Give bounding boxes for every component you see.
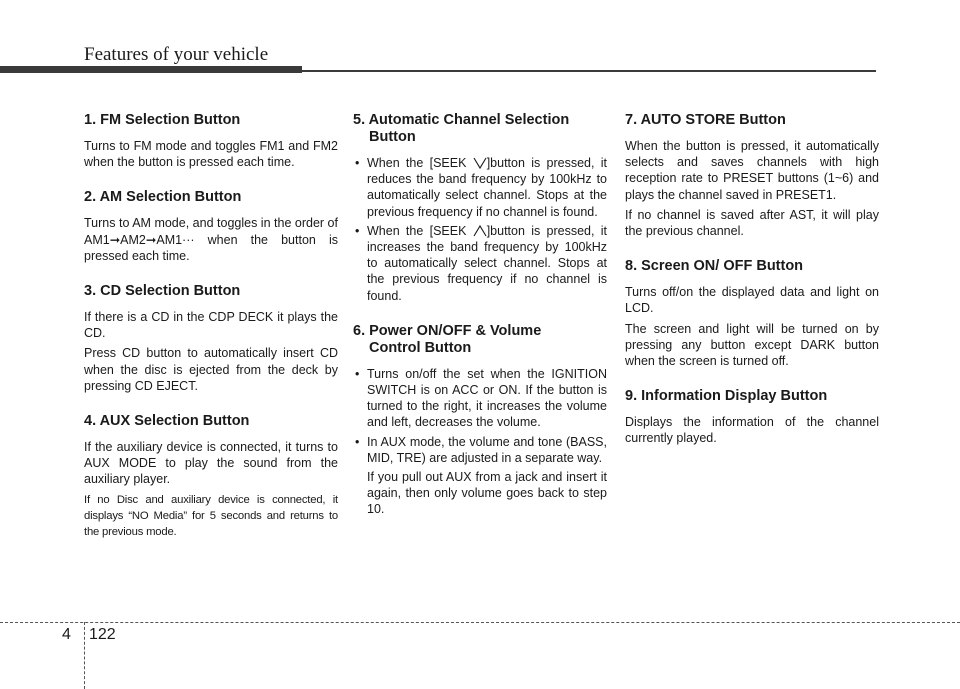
footer-divider [84,622,85,689]
section-title-info: 9. Information Display Button [625,388,828,405]
section-title-fm: 1. FM Selection Button [84,112,241,128]
section-text-am: Turns to AM mode, and toggles in the order of AM1➞AM2➞AM1··· when the button is pressed each time. [84,216,338,263]
column-right [625,112,879,451]
section-text-screen-1: Turns off/on the displayed data and light on LCD. [625,285,879,316]
section-text-aux-1: If the auxiliary device is connected, it turns to AUX MODE to play the sound from the auxiliary player. [84,440,338,487]
section-title-power-volume [353,323,607,357]
section-title-auto-channel-line2: Button [369,129,416,145]
footer-rule [0,622,960,623]
seek-down-text-pre: When the [SEEK [367,156,473,170]
chevron-up-icon [473,224,487,238]
column-left [84,112,338,544]
header-rule [302,70,876,72]
section-title-power-volume-line1: 6. Power ON/OFF & Volume [353,322,542,339]
section-text-cd-1: If there is a CD in the CDP DECK it plays the CD. [84,310,338,341]
section-title-auto-store: 7. AUTO STORE Button [625,112,786,128]
auto-channel-list [353,155,607,304]
section-text-cd-2: Press CD button to automatically insert CD when the disc is ejected from the deck by pressing CD EJECT. [84,346,338,393]
section-text-screen-2: The screen and light will be turned on by pressing any button except DARK button when the screen is turned off. [625,321,879,369]
section-text-auto-store-2: If no channel is saved after AST, it will play the previous channel. [625,207,879,239]
list-item [353,155,607,220]
section-title-screen: 8. Screen ON/ OFF Button [625,258,804,275]
power-volume-text-1: Turns on/off the set when the IGNITION SWITCH is on ACC or ON. If the button is turned to the right, it increases the volume and left, decreases the volume. [367,366,607,430]
seek-down-text-post: ]button is pressed, it reduces the band frequency by 100kHz to automatically select channel. Stops at the previous frequency if no channel is found. [367,156,607,219]
page-header-title: Features of your vehicle [84,44,269,65]
section-text-info: Displays the information of the channel currently played. [625,415,879,446]
list-item [353,366,607,431]
seek-up-text-post: ]button is pressed, it increases the band frequency by 100kHz to automatically select channel. Stops at the previous frequency if no channel is found. [367,223,607,303]
chevron-down-icon [473,156,487,170]
section-title-am: 2. AM Selection Button [84,189,242,206]
section-title-power-volume-line2: Control Button [369,339,472,356]
list-item [353,223,607,304]
section-text-auto-store-1: When the button is pressed, it automatically selects and saves channels with high reception rate to PRESET buttons (1~6) and plays the channel saved in PRESET1. [625,139,879,202]
power-volume-text-3: If you pull out AUX from a jack and insert it again, then only volume goes back to step 10. [367,470,607,517]
power-volume-list [353,366,607,518]
section-title-auto-channel [353,112,607,146]
page-number: 122 [89,626,116,643]
section-text-aux-2: If no Disc and auxiliary device is connected, it displays “NO Media” for 5 seconds and returns to the previous mode. [84,493,338,539]
header-bar [0,66,302,73]
section-title-auto-channel-line1: 5. Automatic Channel Selection [353,112,570,128]
list-item [353,434,607,518]
section-title-aux: 4. AUX Selection Button [84,413,250,430]
power-volume-text-2: In AUX mode, the volume and tone (BASS, MID, TRE) are adjusted in a separate way. [367,434,607,465]
section-text-fm: Turns to FM mode and toggles FM1 and FM2 when the button is pressed each time. [84,139,338,170]
chapter-number: 4 [62,626,71,643]
seek-up-text-pre: When the [SEEK [367,223,473,238]
column-middle [353,112,607,522]
section-title-cd: 3. CD Selection Button [84,283,241,300]
